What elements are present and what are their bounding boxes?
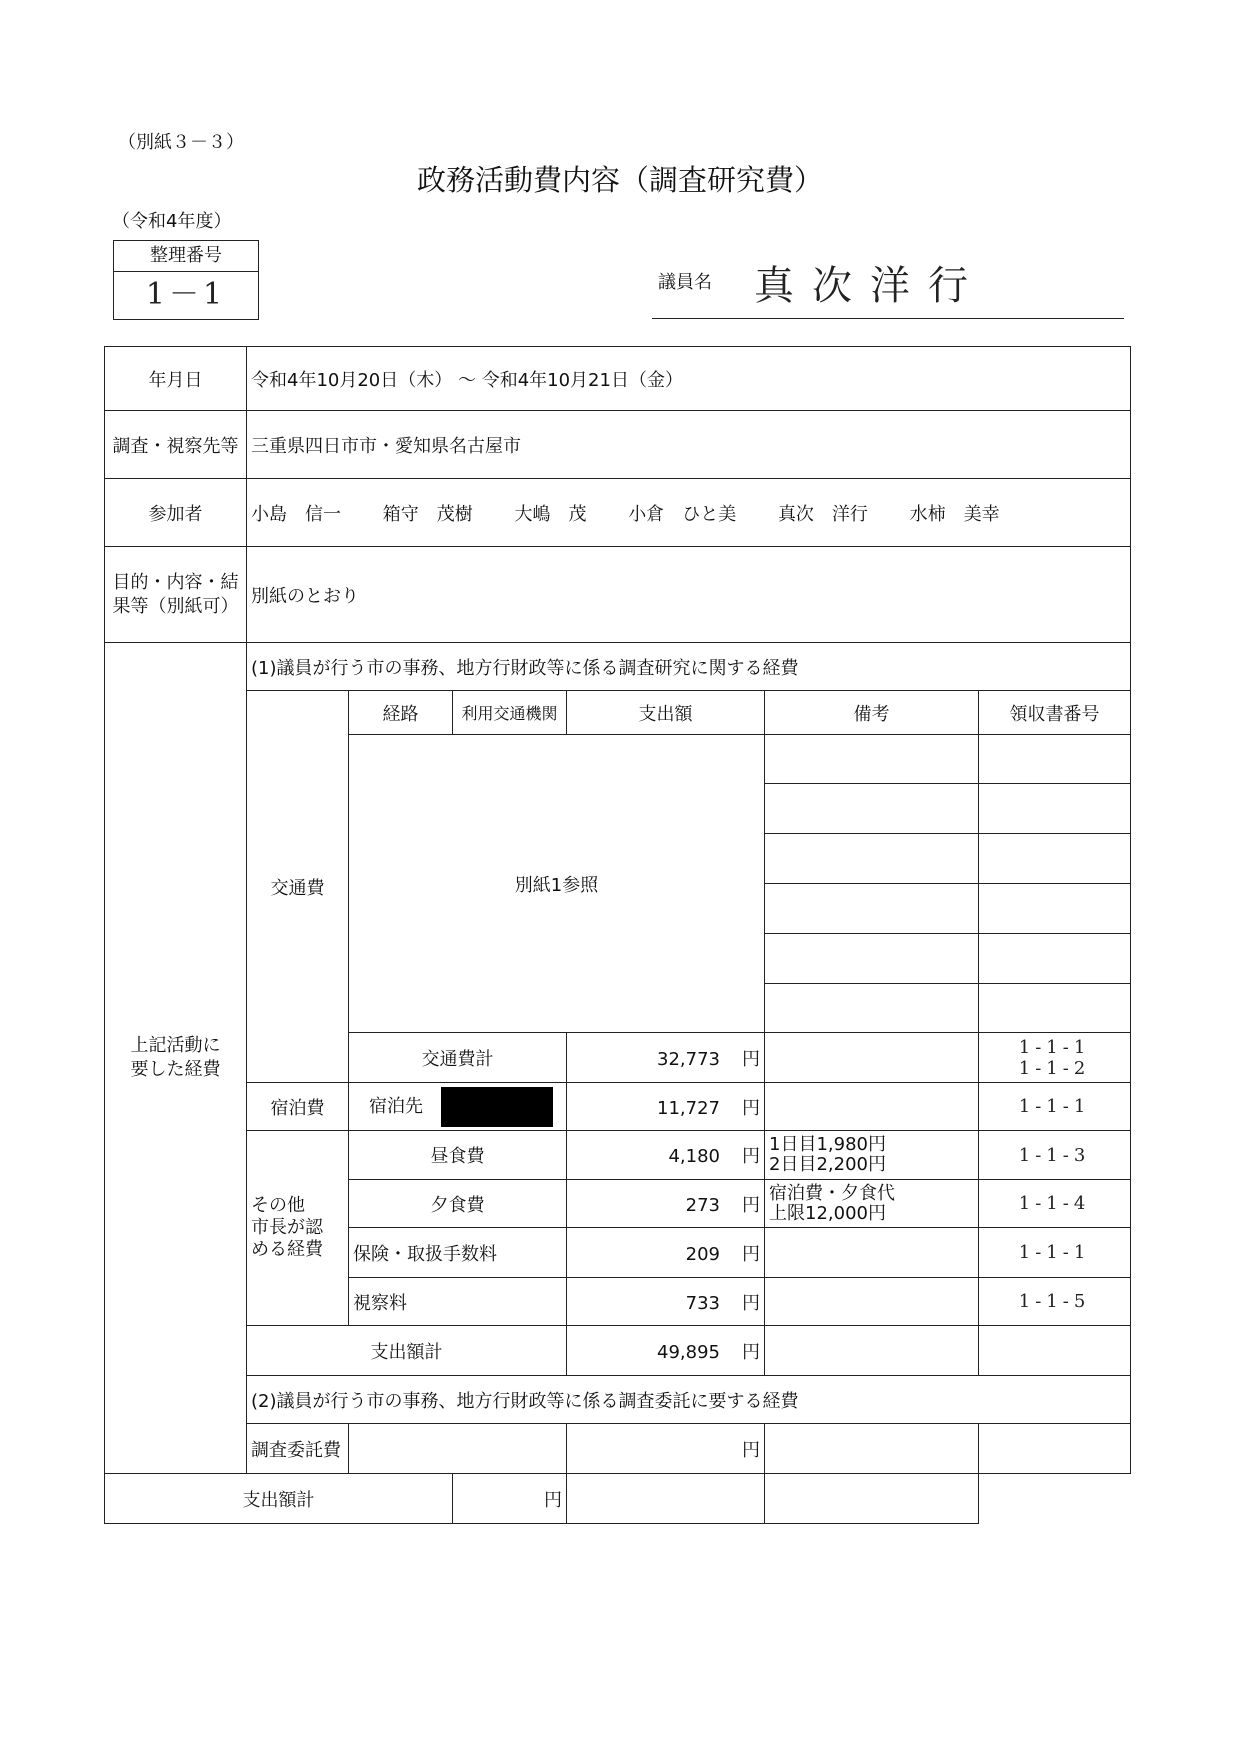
- note-line: 1日目1,980円: [769, 1134, 886, 1155]
- receipt-cell: [979, 784, 1131, 834]
- fiscal-year: （令和4年度）: [112, 211, 232, 232]
- remarks-cell: [765, 1228, 979, 1278]
- purpose-label-line: 果等（別紙可）: [112, 595, 239, 617]
- participant-name: 大嶋 茂: [514, 503, 587, 525]
- commission-detail: [349, 1424, 567, 1474]
- other-label-line: 市長が認: [251, 1217, 323, 1238]
- insurance-amount: [567, 1228, 765, 1278]
- lunch-note: [765, 1131, 979, 1180]
- participant-name: 真次 洋行: [777, 503, 868, 525]
- receipt-cell: [979, 834, 1131, 884]
- destination-value: 三重県四日市市・愛知県名古屋市: [247, 411, 1131, 479]
- row-part2-title: [105, 1376, 1131, 1424]
- header-remarks: 備考: [765, 691, 979, 735]
- expense-form-table: [104, 346, 1131, 1524]
- date-label: 年月日: [105, 347, 247, 411]
- yen-unit: 円: [742, 1146, 760, 1167]
- dinner-label: 夕食費: [349, 1180, 567, 1228]
- expenses-section-label-line: 上記活動に: [130, 1035, 221, 1056]
- total2-label: 支出額計: [105, 1474, 453, 1524]
- member-name-signature: 真次洋行: [754, 263, 986, 309]
- member-name-underline: [652, 318, 1124, 319]
- remarks-cell: [765, 984, 979, 1033]
- yen-unit: 円: [742, 1243, 760, 1265]
- participant-name: 小島 信一: [251, 503, 341, 525]
- dinner-amount: [567, 1180, 765, 1228]
- remarks-cell: [765, 1326, 979, 1376]
- participant-name: 小倉 ひと美: [628, 503, 737, 525]
- member-label: 議員名: [658, 272, 712, 293]
- expenses-section-label-line: 要した経費: [130, 1059, 221, 1080]
- amount-value: 4,180: [668, 1146, 720, 1167]
- note-line: 宿泊費・夕食代: [769, 1182, 895, 1204]
- lodging-amount: [567, 1083, 765, 1131]
- receipt-cell: [979, 934, 1131, 984]
- other-label-line: める経費: [251, 1239, 323, 1260]
- lodging-place-label: 宿泊先: [369, 1095, 423, 1117]
- subtotal-amount: [567, 1326, 765, 1376]
- yen-unit: 円: [742, 1292, 760, 1314]
- header-route: 経路: [349, 691, 453, 735]
- lunch-amount: [567, 1131, 765, 1180]
- inspection-amount: [567, 1278, 765, 1326]
- transport-total-amount: [567, 1033, 765, 1083]
- participants-label: 参加者: [105, 479, 247, 547]
- part1-title: (1)議員が行う市の事務、地方行財政等に係る調査研究に関する経費: [247, 643, 1131, 691]
- participant-name: 箱守 茂樹: [382, 503, 473, 525]
- total2-amount: [453, 1474, 567, 1524]
- receipt-cell: [979, 735, 1131, 784]
- receipt-number: 1-1-2: [1018, 1057, 1091, 1079]
- seiri-box: [113, 240, 259, 320]
- inspection-label: 視察料: [349, 1278, 567, 1326]
- subtotal-label: 支出額計: [247, 1326, 567, 1376]
- commission-amount: [567, 1424, 765, 1474]
- remarks-cell: [765, 1083, 979, 1131]
- row-headers: [105, 691, 1131, 735]
- other-expenses-label: [247, 1131, 349, 1326]
- row-date: [105, 347, 1131, 411]
- lunch-label: 昼食費: [349, 1131, 567, 1180]
- seiri-value: 1－1: [145, 277, 227, 312]
- yen-unit: 円: [742, 1439, 760, 1461]
- row-subtotal: [105, 1326, 1131, 1376]
- participants-value: [247, 479, 1131, 547]
- row-lodging: [105, 1083, 1131, 1131]
- lodging-place: [349, 1083, 567, 1131]
- redacted-block: [441, 1087, 553, 1127]
- note-line: 上限12,000円: [769, 1202, 886, 1224]
- amount-value: 733: [685, 1292, 720, 1314]
- page-title: 政務活動費内容（調査研究費）: [416, 163, 823, 197]
- transport-label: 交通費: [247, 691, 349, 1083]
- header-receipt: 領収書番号: [979, 691, 1131, 735]
- receipt-cell: [979, 884, 1131, 934]
- lunch-receipt: 1-1-3: [979, 1131, 1131, 1180]
- row-part1-title: [105, 643, 1131, 691]
- amount-value: 49,895: [657, 1341, 720, 1363]
- receipt-cell: [979, 1424, 1131, 1474]
- part2-title: (2)議員が行う市の事務、地方行財政等に係る調査委託に要する経費: [247, 1376, 1131, 1424]
- yen-unit: 円: [742, 1048, 760, 1070]
- receipt-cell: [979, 1326, 1131, 1376]
- participant-name: 水柿 美幸: [909, 503, 1000, 525]
- transport-reference: 別紙1参照: [349, 735, 765, 1033]
- amount-value: 11,727: [657, 1097, 720, 1119]
- row-participants: [105, 479, 1131, 547]
- remarks-cell: [765, 1278, 979, 1326]
- date-value: 令和4年10月20日（木） ～ 令和4年10月21日（金）: [247, 347, 1131, 411]
- remarks-cell: [765, 735, 979, 784]
- commission-label: 調査委託費: [247, 1424, 349, 1474]
- remarks-cell: [567, 1474, 765, 1524]
- receipt-number: 1-1-1: [1018, 1036, 1091, 1058]
- transport-receipt: [979, 1033, 1131, 1083]
- receipt-cell: [765, 1474, 979, 1524]
- lodging-receipt: 1-1-1: [979, 1083, 1131, 1131]
- lodging-label: 宿泊費: [247, 1083, 349, 1131]
- document-reference: （別紙３－３）: [118, 132, 244, 153]
- row-commission: [105, 1424, 1131, 1474]
- expenses-section-label: [105, 643, 247, 1474]
- yen-unit: 円: [742, 1097, 760, 1119]
- amount-value: 209: [685, 1243, 720, 1265]
- seiri-label: 整理番号: [114, 241, 258, 272]
- amount-value: 273: [685, 1194, 720, 1216]
- remarks-cell: [765, 934, 979, 984]
- purpose-label: [105, 547, 247, 643]
- header-transport: 利用交通機関: [453, 691, 567, 735]
- transport-total-label: 交通費計: [349, 1033, 567, 1083]
- yen-unit: 円: [742, 1194, 760, 1216]
- remarks-cell: [765, 1424, 979, 1474]
- dinner-note: [765, 1180, 979, 1228]
- note-line: 2日目2,200円: [769, 1154, 886, 1175]
- yen-unit: 円: [742, 1341, 760, 1363]
- insurance-label: 保険・取扱手数料: [349, 1228, 567, 1278]
- row-purpose: [105, 547, 1131, 643]
- remarks-cell: [765, 1033, 979, 1083]
- remarks-cell: [765, 784, 979, 834]
- inspection-receipt: 1-1-5: [979, 1278, 1131, 1326]
- purpose-label-line: 目的・内容・結: [112, 571, 239, 593]
- row-destination: [105, 411, 1131, 479]
- purpose-value: 別紙のとおり: [247, 547, 1131, 643]
- destination-label: 調査・視察先等: [105, 411, 247, 479]
- remarks-cell: [765, 884, 979, 934]
- row-total2: [105, 1474, 1131, 1524]
- yen-unit: 円: [544, 1489, 562, 1511]
- receipt-cell: [979, 984, 1131, 1033]
- header-amount: 支出額: [567, 691, 765, 735]
- amount-value: 32,773: [657, 1048, 720, 1070]
- insurance-receipt: 1-1-1: [979, 1228, 1131, 1278]
- other-label-line: その他: [251, 1195, 305, 1216]
- row-lunch: [105, 1131, 1131, 1180]
- dinner-receipt: 1-1-4: [979, 1180, 1131, 1228]
- remarks-cell: [765, 834, 979, 884]
